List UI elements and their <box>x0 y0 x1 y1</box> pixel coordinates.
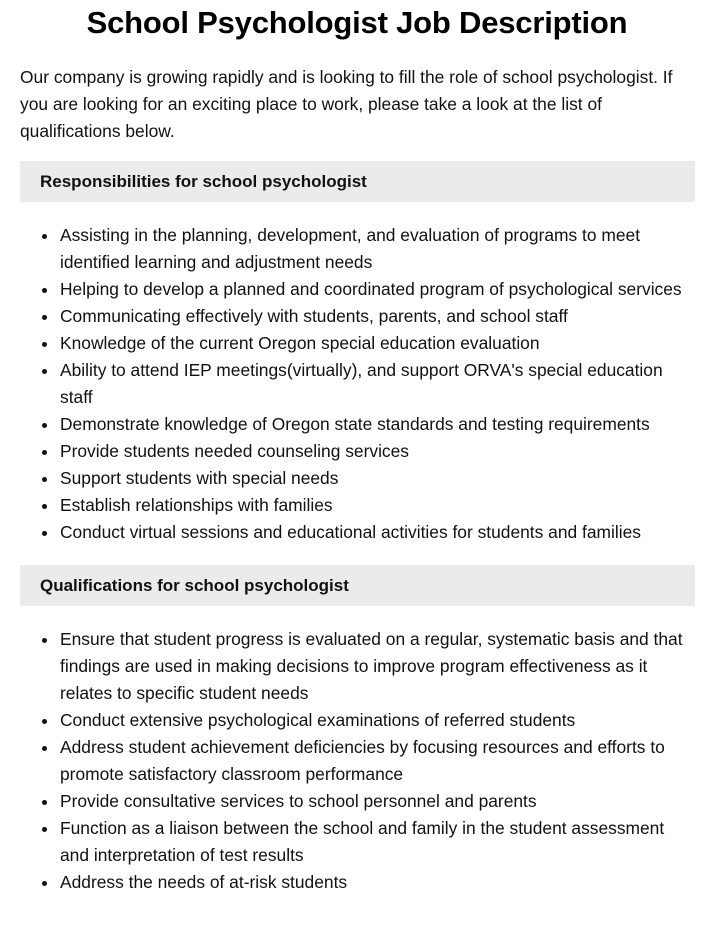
list-item: Communicating effectively with students, parents, and school staff <box>60 303 694 330</box>
list-item: Support students with special needs <box>60 465 694 492</box>
list-item: Assisting in the planning, development, and evaluation of programs to meet identified learning and adjustment needs <box>60 222 694 276</box>
list-item: Conduct virtual sessions and educational activities for students and families <box>60 519 694 546</box>
responsibilities-list <box>20 222 694 546</box>
intro-paragraph: Our company is growing rapidly and is looking to fill the role of school psychologist. If you are looking for an exciting place to work, please take a look at the list of qualifications below. <box>20 67 673 141</box>
list-item: Address student achievement deficiencies by focusing resources and efforts to promote satisfactory classroom performance <box>60 734 694 788</box>
list-item: Address the needs of at-risk students <box>60 869 694 896</box>
list-item: Conduct extensive psychological examinations of referred students <box>60 707 694 734</box>
list-item: Demonstrate knowledge of Oregon state standards and testing requirements <box>60 411 694 438</box>
list-item: Function as a liaison between the school and family in the student assessment and interpretation of test results <box>60 815 694 869</box>
list-item: Provide students needed counseling services <box>60 438 694 465</box>
list-item: Establish relationships with families <box>60 492 694 519</box>
page-title: School Psychologist Job Description <box>86 5 628 40</box>
list-item: Helping to develop a planned and coordinated program of psychological services <box>60 276 694 303</box>
list-item: Knowledge of the current Oregon special education evaluation <box>60 330 694 357</box>
list-item: Ensure that student progress is evaluated on a regular, systematic basis and that findings are used in making decisions to improve program effectiveness as it relates to specific student needs <box>60 626 694 707</box>
qualifications-header: Qualifications for school psychologist <box>20 565 695 606</box>
list-item: Provide consultative services to school personnel and parents <box>60 788 694 815</box>
responsibilities-header: Responsibilities for school psychologist <box>20 161 695 202</box>
qualifications-list <box>20 626 694 896</box>
list-item: Ability to attend IEP meetings(virtually), and support ORVA's special education staff <box>60 357 694 411</box>
